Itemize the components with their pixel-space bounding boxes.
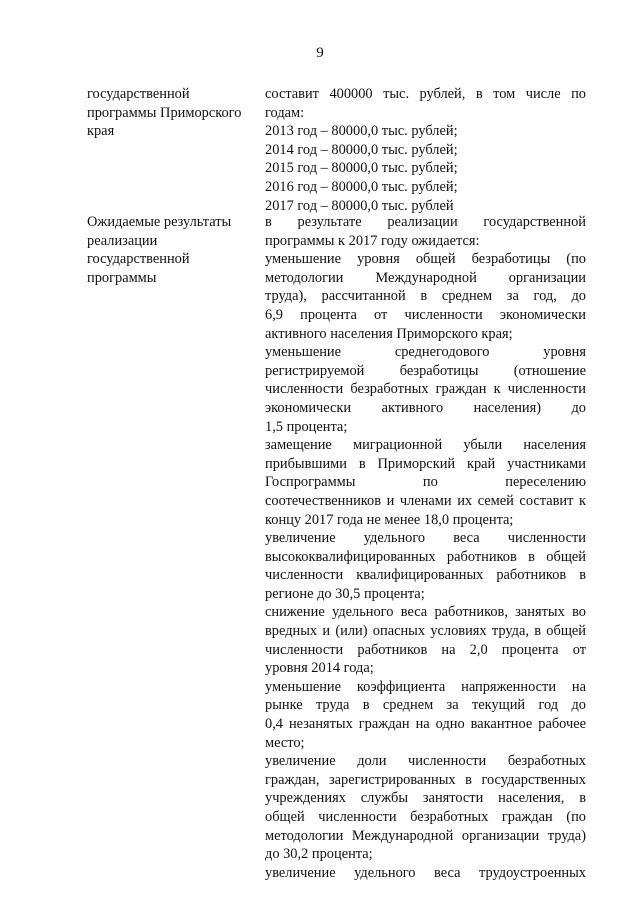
row-content-line: увеличение удельного веса численности [265, 530, 586, 547]
row-content-line: численности работников на 2,0 процента от [265, 641, 586, 658]
row-label [87, 213, 262, 287]
row-content-line: 2013 год – 80000,0 тыс. рублей; [265, 123, 458, 140]
row-content-line: место; [265, 734, 305, 751]
row-content-line: методологии Международной организации [265, 269, 586, 286]
row-content-line: граждан, зарегистрированных в государственных [265, 771, 586, 788]
row-content-line: увеличение доли численности безработных [265, 753, 586, 770]
row-content-line: вредных и (или) опасных условиях труда, в общей [265, 623, 586, 640]
row-label-line: программы Приморского [87, 104, 242, 121]
row-content-line: программы к 2017 году ожидается: [265, 232, 480, 249]
row-content-line: экономически активного населения) до [265, 399, 586, 416]
row-label-line: края [87, 123, 115, 140]
row-content-line: 2017 год – 80000,0 тыс. рублей [265, 197, 454, 214]
row-label [87, 85, 262, 141]
row-content-line: годам: [265, 104, 305, 121]
row-label-line: Ожидаемые результаты [87, 214, 232, 230]
row-content-line: снижение удельного веса работников, занятых во [265, 604, 586, 621]
row-content-line: 2015 год – 80000,0 тыс. рублей; [265, 160, 458, 177]
row-content [265, 85, 586, 215]
row-label-line: программы [87, 269, 157, 286]
row-content-line: Госпрограммы по переселению [265, 474, 586, 491]
row-content-line: общей численности безработных граждан (по [265, 809, 586, 825]
row-content-line: активного населения Приморского края; [265, 325, 513, 342]
row-content-line: численности квалифицированных работников в [265, 567, 586, 584]
row-content-line: составит 400000 тыс. рублей, в том числе по [265, 86, 586, 102]
row-content-line: 0,4 незанятых граждан на одно вакантное рабочее [265, 716, 586, 733]
row-content-line: рынке труда в среднем за текущий год до [265, 697, 586, 714]
row-content-line: 2016 год – 80000,0 тыс. рублей; [265, 178, 458, 195]
row-content [265, 213, 586, 882]
row-content-line: уменьшение коэффициента напряженности на [265, 678, 586, 695]
row-content-line: 6,9 процента от численности экономически [265, 306, 586, 323]
row-content-line: труда), рассчитанной в среднем за год, до [265, 288, 586, 305]
page-number: 9 [316, 45, 324, 61]
row-content-line: высококвалифицированных работников в общей [265, 548, 586, 565]
row-content-line: до 30,2 процента; [265, 846, 373, 863]
row-content-line: замещение миграционной убыли населения [265, 437, 586, 454]
row-content-line: регионе до 30,5 процента; [265, 585, 425, 602]
row-content-line: уменьшение уровня общей безработицы (по [265, 251, 586, 268]
row-content-line: учреждениях службы занятости населения, в [265, 790, 586, 807]
row-content-line: методологии Международной организации труда) [265, 827, 586, 844]
row-label-line: государственной [87, 251, 190, 268]
row-content-line: уменьшение среднегодового уровня [265, 344, 586, 361]
row-content-line: регистрируемой безработицы (отношение [265, 362, 586, 379]
row-content-line: 1,5 процента; [265, 418, 348, 435]
row-content-line: уровня 2014 года; [265, 660, 374, 677]
row-content-line: увеличение удельного веса трудоустроенных [265, 864, 586, 881]
row-content-line: соотечественников и членами их семей составит к [265, 492, 586, 509]
row-label-line: реализации [87, 232, 158, 249]
row-content-line: 2014 год – 80000,0 тыс. рублей; [265, 141, 458, 158]
row-label-line: государственной [87, 86, 190, 102]
row-content-line: прибывшими в Приморский край участниками [265, 455, 586, 472]
row-content-line: концу 2017 года не менее 18,0 процента; [265, 511, 514, 528]
row-content-line: численности безработных граждан к численности [265, 381, 586, 398]
row-content-line: в результате реализации государственной [265, 214, 586, 230]
